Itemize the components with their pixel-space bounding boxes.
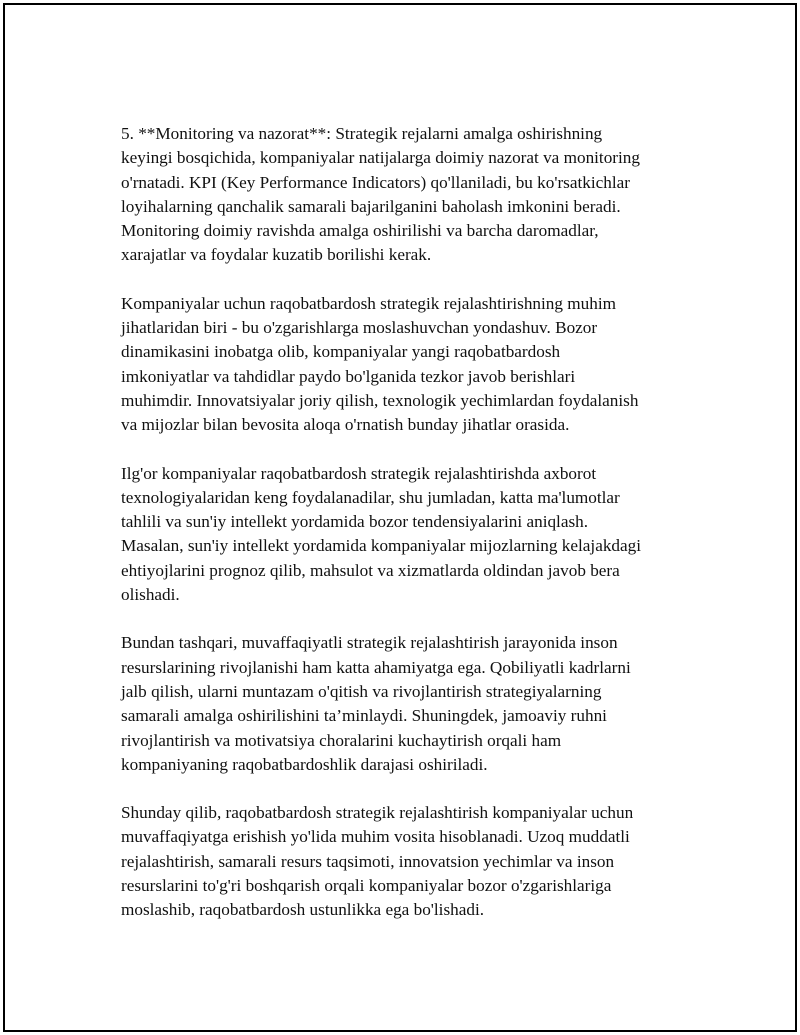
text-line: muvaffaqiyatga erishish yo'lida muhim vosita hisoblanadi. Uzoq muddatli [121, 827, 630, 847]
paragraph-adaptation [121, 292, 701, 438]
text-line: muhimdir. Innovatsiyalar joriy qilish, texnologik yechimlardan foydalanish [121, 390, 639, 410]
text-line: jalb qilish, ularni muntazam o'qitish va rivojlantirish strategiyalarning [121, 681, 602, 701]
paragraph-human-resources [121, 631, 701, 777]
text-line: tahlili va sun'iy intellekt yordamida bozor tendensiyalarini aniqlash. [121, 512, 589, 532]
text-line: texnologiyalaridan keng foydalanadilar, shu jumladan, katta ma'lumotlar [121, 487, 620, 507]
text-line: rivojlantirish va motivatsiya choralarini kuchaytirish orqali ham [121, 730, 562, 750]
text-line: xarajatlar va foydalar kuzatib borilishi kerak. [121, 245, 432, 265]
text-line: va mijozlar bilan bevosita aloqa o'rnatish bunday jihatlar orasida. [121, 415, 570, 435]
text-line: o'rnatadi. KPI (Key Performance Indicators) qo'llaniladi, bu ko'rsatkichlar [121, 172, 630, 192]
text-line: dinamikasini inobatga olib, kompaniyalar yangi raqobatbardosh [121, 342, 561, 362]
text-line: loyihalarning qanchalik samarali bajarilganini baholash imkonini beradi. [121, 196, 621, 216]
text-line: ehtiyojlarini prognoz qilib, mahsulot va xizmatlarda oldindan javob bera [121, 560, 620, 580]
text-line: samarali amalga oshirilishini ta’minlaydi. Shuningdek, jamoaviy ruhni [121, 706, 607, 726]
text-line: moslashib, raqobatbardosh ustunlikka ega bo'lishadi. [121, 900, 485, 920]
text-line: imkoniyatlar va tahdidlar paydo bo'lganida tezkor javob berishlari [121, 366, 576, 386]
text-line: olishadi. [121, 585, 180, 605]
text-line: Kompaniyalar uchun raqobatbardosh strategik rejalashtirishning muhim [121, 293, 616, 313]
text-line: 5. **Monitoring va nazorat**: Strategik rejalarni amalga oshirishning [121, 124, 603, 143]
text-line: Monitoring doimiy ravishda amalga oshirilishi va barcha daromadlar, [121, 221, 599, 241]
paragraph-technology [121, 462, 701, 608]
text-line: kompaniyaning raqobatbardoshlik darajasi oshiriladi. [121, 754, 488, 774]
text-line: Shunday qilib, raqobatbardosh strategik rejalashtirish kompaniyalar uchun [121, 803, 634, 823]
text-line: resurslarini to'g'ri boshqarish orqali kompaniyalar bozor o'zgarishlariga [121, 876, 612, 896]
page-frame [3, 3, 797, 1032]
text-line: resurslarining rivojlanishi ham katta ahamiyatga ega. Qobiliyatli kadrlarni [121, 657, 631, 677]
text-line: keyingi bosqichida, kompaniyalar natijalarga doimiy nazorat va monitoring [121, 148, 640, 168]
text-line: Masalan, sun'iy intellekt yordamida kompaniyalar mijozlarning kelajakdagi [121, 536, 642, 556]
text-line: rejalashtirish, samarali resurs taqsimoti, innovatsion yechimlar va inson [121, 851, 615, 871]
text-line: Ilg'or kompaniyalar raqobatbardosh strategik rejalashtirishda axborot [121, 463, 597, 483]
paragraph-conclusion [121, 801, 701, 922]
text-line: Bundan tashqari, muvaffaqiyatli strategik rejalashtirish jarayonida inson [121, 633, 618, 653]
paragraph-monitoring [121, 122, 701, 268]
document-body [121, 122, 701, 947]
text-line: jihatlaridan biri - bu o'zgarishlarga moslashuvchan yondashuv. Bozor [121, 318, 598, 338]
